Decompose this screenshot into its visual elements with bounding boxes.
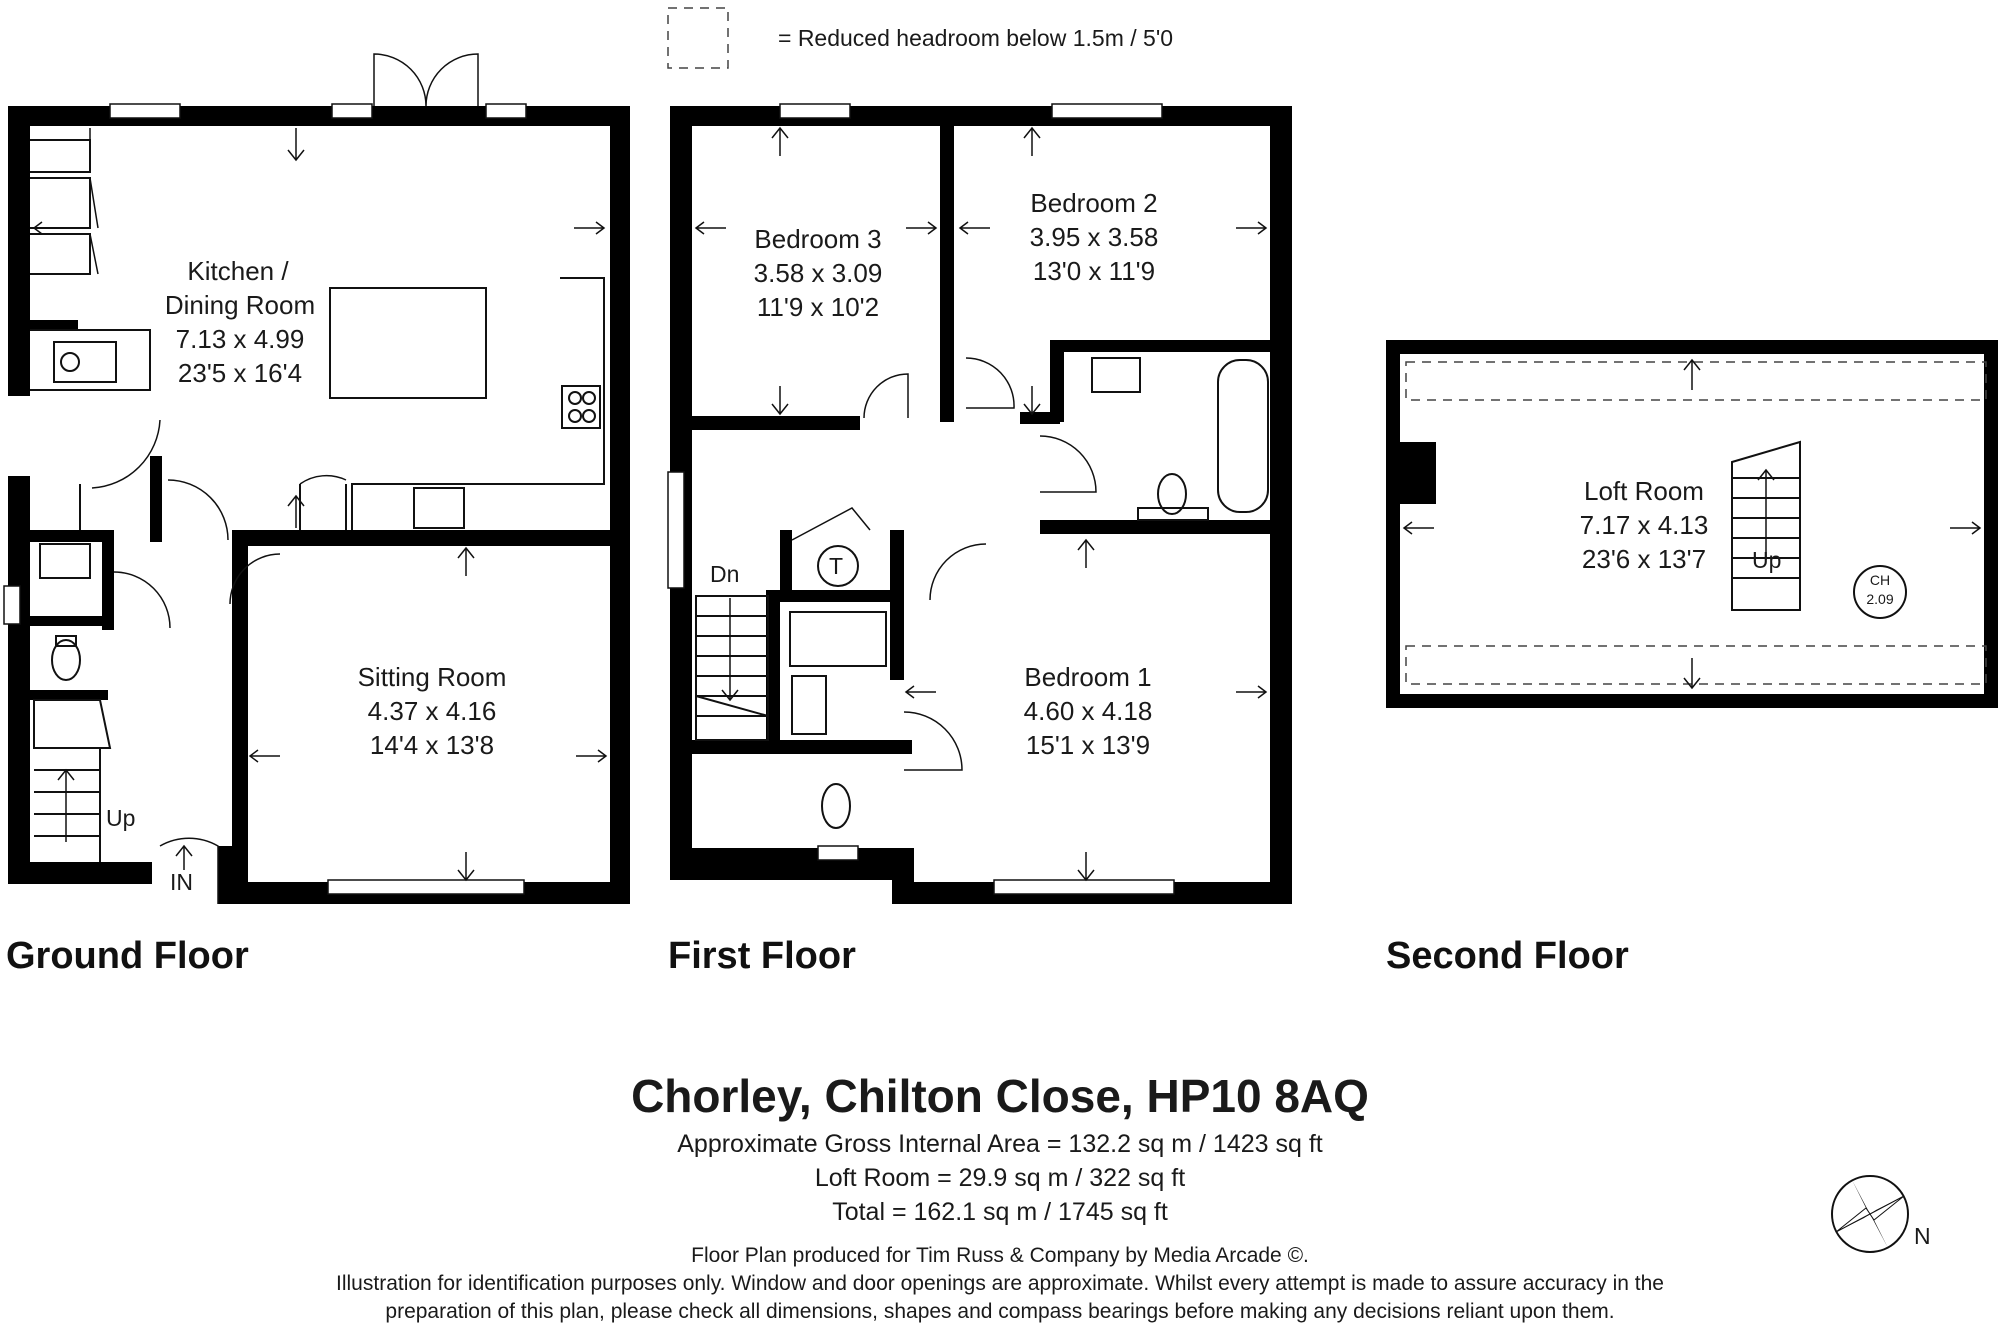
gross-area: Approximate Gross Internal Area = 132.2 sq m / 1423 sq ft bbox=[677, 1130, 1323, 1158]
kitchen-name-line1: Kitchen / bbox=[187, 256, 289, 286]
bedroom3-name: Bedroom 3 bbox=[754, 224, 882, 254]
sitting-room-imperial: 14'4 x 13'8 bbox=[369, 730, 495, 760]
total-area: Total = 162.1 sq m / 1745 sq ft bbox=[832, 1198, 1168, 1226]
loft-room-name: Loft Room bbox=[1584, 476, 1704, 506]
credits bbox=[336, 1244, 1664, 1323]
second-floor-plan bbox=[1386, 340, 1998, 977]
disclaimer-line1: Illustration for identification purposes only. Window and door openings are approximate. Whilst every attempt is made to assure accuracy in the bbox=[336, 1272, 1664, 1295]
second-floor-title: Second Floor bbox=[1386, 935, 1629, 977]
first-floor-title: First Floor bbox=[668, 935, 856, 977]
bedroom3-imperial: 11'9 x 10'2 bbox=[756, 292, 880, 322]
bedroom1-metric: 4.60 x 4.18 bbox=[1023, 696, 1153, 726]
loft-room-imperial: 23'6 x 13'7 bbox=[1581, 544, 1707, 574]
bedroom1-name: Bedroom 1 bbox=[1024, 662, 1152, 692]
bedroom2-name: Bedroom 2 bbox=[1030, 188, 1158, 218]
sitting-room-name: Sitting Room bbox=[357, 662, 507, 692]
tank-label: T bbox=[829, 553, 844, 579]
kitchen-name-line2: Dining Room bbox=[164, 290, 316, 320]
ceiling-height-label: CH bbox=[1869, 572, 1891, 588]
bedroom2-metric: 3.95 x 3.58 bbox=[1029, 222, 1159, 252]
property-address: Chorley, Chilton Close, HP10 8AQ bbox=[631, 1070, 1369, 1122]
compass-rose-icon bbox=[1832, 1176, 1908, 1252]
bedroom2-imperial: 13'0 x 11'9 bbox=[1032, 256, 1156, 286]
loft-area: Loft Room = 29.9 sq m / 322 sq ft bbox=[814, 1164, 1186, 1192]
entrance-label: IN bbox=[170, 869, 193, 895]
legend bbox=[668, 8, 1173, 68]
ground-stair-label: Up bbox=[106, 805, 136, 831]
bedroom3-metric: 3.58 x 3.09 bbox=[753, 258, 883, 288]
sitting-room-metric: 4.37 x 4.16 bbox=[367, 696, 497, 726]
disclaimer-line2: preparation of this plan, please check all dimensions, shapes and compass bearings before making any decisions reliant upon them. bbox=[385, 1300, 1615, 1323]
reduced-headroom-legend-swatch bbox=[668, 8, 728, 68]
first-floor-plan bbox=[668, 104, 1292, 977]
loft-room-metric: 7.17 x 4.13 bbox=[1579, 510, 1709, 540]
kitchen-imperial: 23'5 x 16'4 bbox=[177, 358, 303, 388]
first-stair-label: Dn bbox=[710, 561, 740, 587]
ground-floor-plan bbox=[4, 54, 630, 977]
bedroom1-imperial: 15'1 x 13'9 bbox=[1025, 730, 1151, 760]
property-summary bbox=[631, 1070, 1369, 1226]
ceiling-height-value: 2.09 bbox=[1866, 591, 1894, 607]
ground-floor-title: Ground Floor bbox=[6, 935, 249, 977]
compass-north-label: N bbox=[1914, 1223, 1931, 1249]
kitchen-metric: 7.13 x 4.99 bbox=[175, 324, 305, 354]
legend-text: = Reduced headroom below 1.5m / 5'0 bbox=[778, 25, 1173, 51]
producer-credit: Floor Plan produced for Tim Russ & Company by Media Arcade ©. bbox=[691, 1244, 1309, 1267]
second-stair-label: Up bbox=[1752, 547, 1782, 573]
